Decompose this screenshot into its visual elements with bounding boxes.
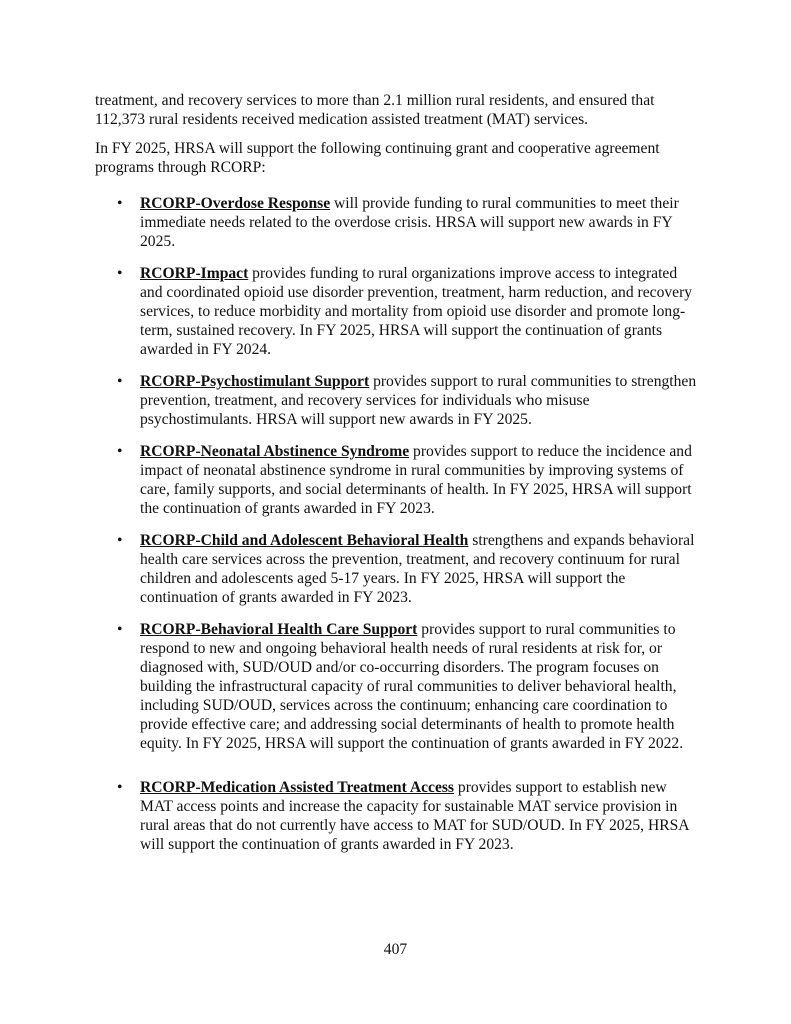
text-span: provides support to rural communities to strengthen: [369, 373, 697, 390]
text-line: immediate needs related to the overdose crisis. HRSA will support new awards in FY: [140, 214, 673, 231]
program-title: RCORP-Psychostimulant Support: [140, 373, 370, 390]
program-list-item: [95, 531, 715, 607]
program-title: RCORP-Impact: [140, 265, 249, 282]
program-list-item: [95, 264, 715, 359]
program-title: RCORP-Child and Adolescent Behavioral Health: [140, 532, 469, 549]
program-list-item: [95, 194, 715, 251]
program-list-item: [95, 620, 715, 753]
text-line: [140, 442, 715, 461]
text-span: provides support to rural communities to: [417, 621, 676, 638]
program-title: RCORP-Medication Assisted Treatment Access: [140, 779, 454, 796]
text-line: care, family supports, and social determinants of health. In FY 2025, HRSA will support: [140, 481, 692, 498]
text-span: will provide funding to rural communities to meet their: [330, 195, 679, 212]
text-line: including SUD/OUD, services across the continuum; enhancing care coordination to: [140, 697, 668, 714]
bullet-icon: •: [117, 265, 123, 282]
bullet-icon: •: [117, 195, 123, 212]
bullet-icon: •: [117, 373, 123, 390]
bullet-icon: •: [117, 621, 123, 638]
lead-paragraph: [95, 139, 715, 177]
text-line: [140, 778, 715, 797]
page-number: 407: [383, 941, 408, 958]
text-span: strengthens and expands behavioral: [468, 532, 695, 549]
text-line: [140, 531, 715, 550]
text-line: health care services across the prevention, treatment, and recovery continuum for rural: [140, 551, 680, 568]
text-line: MAT access points and increase the capacity for sustainable MAT service provision in: [140, 798, 678, 815]
text-line: diagnosed with, SUD/OUD and/or co-occurring disorders. The program focuses on: [140, 659, 659, 676]
text-span: provides funding to rural organizations improve access to integrated: [248, 265, 678, 282]
text-span: provides support to reduce the incidence and: [409, 443, 692, 460]
text-line: rural areas that do not currently have access to MAT for SUD/OUD. In FY 2025, HRSA: [140, 817, 690, 834]
program-list: [95, 194, 715, 854]
intro-paragraph: [95, 91, 715, 129]
text-line: provide effective care; and addressing social determinants of health to promote health: [140, 716, 675, 733]
text-line: will support the continuation of grants awarded in FY 2023.: [140, 836, 514, 853]
text-span: provides support to establish new: [454, 779, 667, 796]
program-list-item: [95, 778, 715, 854]
text-line: the continuation of grants awarded in FY 2023.: [140, 500, 435, 517]
program-title: RCORP-Overdose Response: [140, 195, 331, 212]
text-line: [140, 372, 715, 391]
text-line: and coordinated opioid use disorder prevention, treatment, harm reduction, and recovery: [140, 284, 693, 301]
text-line: [140, 264, 715, 283]
text-line: prevention, treatment, and recovery services for individuals who misuse: [140, 392, 590, 409]
text-line: [140, 620, 715, 639]
program-list-item: [95, 372, 715, 429]
text-line: awarded in FY 2024.: [140, 341, 272, 358]
text-line: 2025.: [140, 233, 176, 250]
text-line: services, to reduce morbidity and mortality from opioid use disorder and promote long-: [140, 303, 686, 320]
text-line: children and adolescents aged 5-17 years. In FY 2025, HRSA will support the: [140, 570, 626, 587]
bullet-icon: •: [117, 532, 123, 549]
bullet-icon: •: [117, 443, 123, 460]
program-list-item: [95, 442, 715, 518]
text-line: impact of neonatal abstinence syndrome in rural communities by improving systems of: [140, 462, 684, 479]
text-line: equity. In FY 2025, HRSA will support the continuation of grants awarded in FY 2022.: [140, 735, 684, 752]
text-line: building the infrastructural capacity of rural communities to deliver behavioral health,: [140, 678, 677, 695]
program-title: RCORP-Neonatal Abstinence Syndrome: [140, 443, 410, 460]
text-line: continuation of grants awarded in FY 2023.: [140, 589, 412, 606]
text-line: term, sustained recovery. In FY 2025, HRSA will support the continuation of grants: [140, 322, 663, 339]
text-line: [140, 194, 715, 213]
bullet-icon: •: [117, 779, 123, 796]
text-line: 112,373 rural residents received medication assisted treatment (MAT) services.: [95, 111, 589, 128]
text-line: psychostimulants. HRSA will support new awards in FY 2025.: [140, 411, 532, 428]
program-title: RCORP-Behavioral Health Care Support: [140, 621, 418, 638]
text-line: treatment, and recovery services to more than 2.1 million rural residents, and ensured that: [95, 92, 655, 109]
text-line: In FY 2025, HRSA will support the following continuing grant and cooperative agreement: [95, 140, 660, 157]
document-body: [95, 91, 715, 867]
text-line: programs through RCORP:: [95, 159, 266, 176]
text-line: respond to new and ongoing behavioral health needs of rural residents at risk for, or: [140, 640, 663, 657]
